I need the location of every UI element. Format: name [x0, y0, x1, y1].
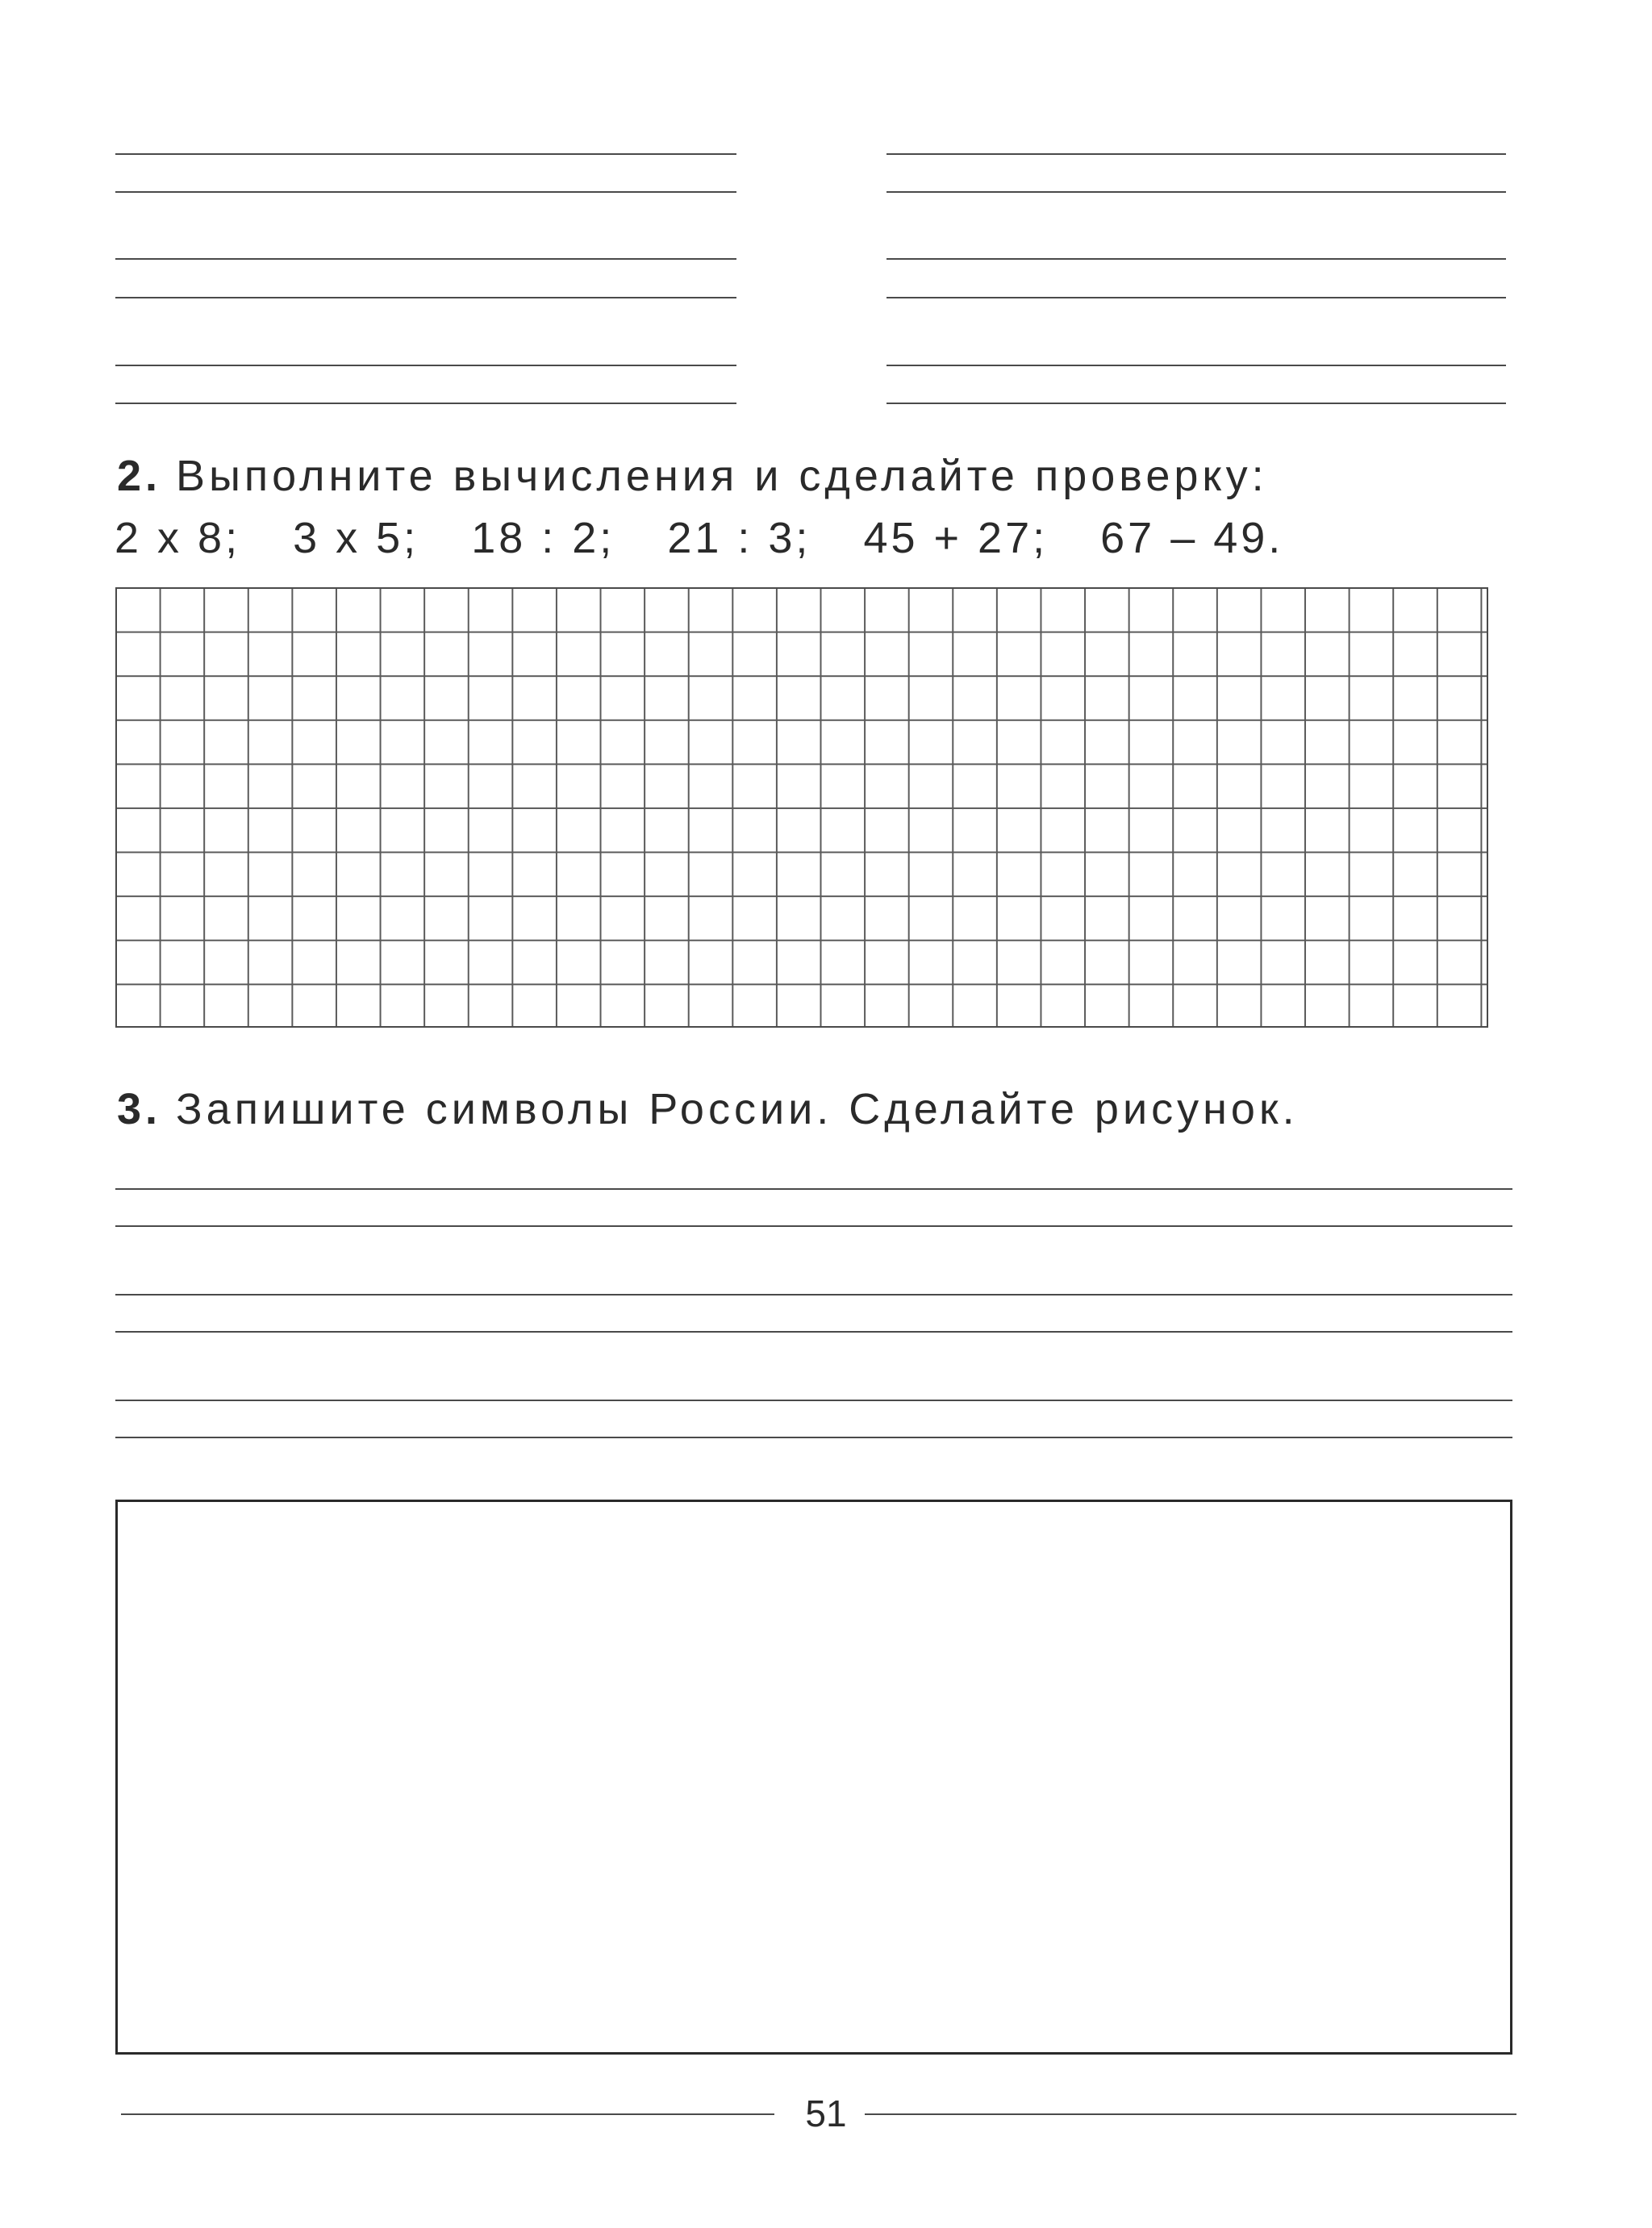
writing-line[interactable] [115, 191, 736, 193]
expression: 18 : 2; [471, 514, 615, 562]
writing-line[interactable] [115, 1294, 1512, 1295]
drawing-area[interactable] [115, 1500, 1512, 2055]
writing-line[interactable] [115, 297, 736, 298]
writing-line[interactable] [115, 365, 736, 366]
footer-rule-right [865, 2113, 1516, 2115]
expression: 2 х 8; [115, 514, 241, 562]
writing-line[interactable] [115, 1400, 1512, 1401]
expression: 67 – 49. [1100, 514, 1284, 562]
writing-line[interactable] [886, 403, 1506, 404]
graph-paper-grid[interactable] [115, 587, 1488, 1028]
writing-line[interactable] [886, 191, 1506, 193]
writing-line[interactable] [886, 153, 1506, 155]
page-number: 51 [805, 2092, 847, 2134]
expression-list [115, 516, 1283, 560]
expression: 45 + 27; [863, 514, 1049, 562]
expression: 3 х 5; [293, 514, 419, 562]
task-instruction: Выполните вычисления и сделайте проверку: [176, 452, 1268, 500]
task-number: 3. [117, 1085, 162, 1133]
task-2-heading [117, 454, 1268, 498]
footer-rule-left [121, 2113, 774, 2115]
task-instruction: Запишите символы России. Сделайте рисунок. [176, 1085, 1299, 1133]
expression: 21 : 3; [667, 514, 811, 562]
writing-line[interactable] [886, 365, 1506, 366]
writing-line[interactable] [886, 258, 1506, 260]
writing-line[interactable] [115, 258, 736, 260]
writing-line[interactable] [115, 1437, 1512, 1438]
writing-line[interactable] [886, 297, 1506, 298]
writing-line[interactable] [115, 153, 736, 155]
writing-line[interactable] [115, 1331, 1512, 1333]
task-number: 2. [117, 452, 162, 500]
writing-line[interactable] [115, 1188, 1512, 1190]
writing-line[interactable] [115, 403, 736, 404]
task-3-heading [117, 1087, 1299, 1131]
writing-line[interactable] [115, 1225, 1512, 1227]
